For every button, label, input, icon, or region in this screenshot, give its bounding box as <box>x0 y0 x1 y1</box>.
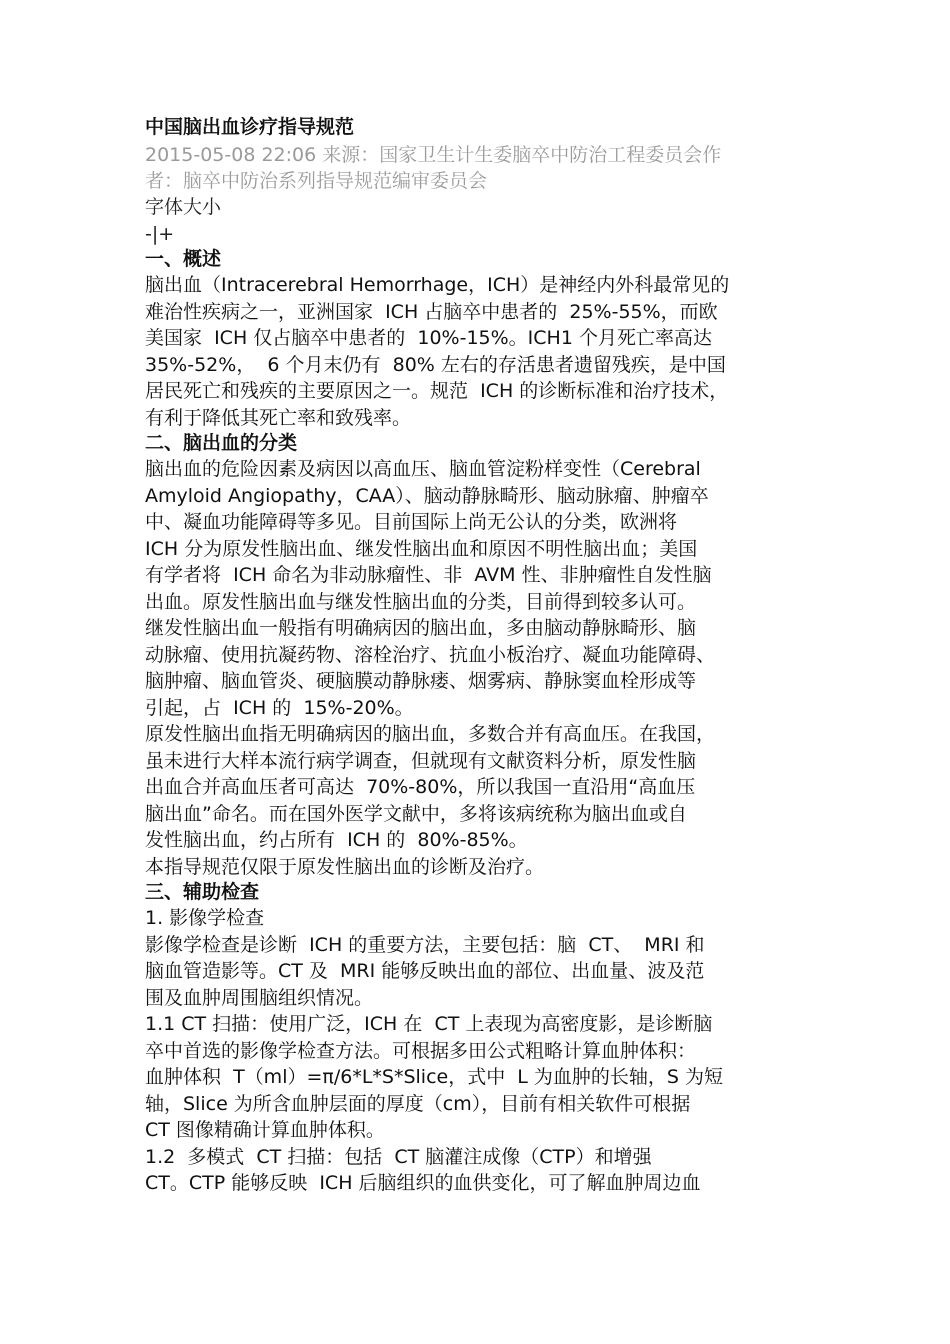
paragraph-line: 1.2 多模式 CT 扫描：包括 CT 脑灌注成像（CTP）和增强 <box>145 1145 652 1168</box>
paragraph-line: 有学者将 ICH 命名为非动脉瘤性、非 AVM 性、非肿瘤性自发性脑 <box>145 564 712 586</box>
paragraph-line: 血肿体积 T（ml）=π/6*L*S*Slice，式中 L 为血肿的长轴，S 为短 <box>145 1066 724 1088</box>
paragraph-line: 影像学检查是诊断 ICH 的重要方法，主要包括：脑 CT、 MRI 和 <box>145 933 705 956</box>
paragraph-line: 发性脑出血，约占所有 ICH 的 80%-85%。 <box>145 829 528 851</box>
paragraph-classification-4 <box>145 854 810 881</box>
paragraph-line: CT 图像精确计算血肿体积。 <box>145 1119 385 1141</box>
paragraph-line: 1.1 CT 扫描：使用广泛，ICH 在 CT 上表现为高密度影，是诊断脑 <box>145 1013 713 1035</box>
paragraph-line: Amyloid Angiopathy，CAA）、脑动静脉畸形、脑动脉瘤、肿瘤卒 <box>145 484 709 507</box>
paragraph-imaging-ct <box>145 1011 810 1144</box>
paragraph-line: 居民死亡和残疾的主要原因之一。规范 ICH 的诊断标准和治疗技术， <box>145 380 729 402</box>
article-meta-line-2: 者：脑卒中防治系列指导规范编审委员会 <box>145 170 488 192</box>
paragraph-line: 脑出血”命名。而在国外医学文献中，多将该病统称为脑出血或自 <box>145 802 687 825</box>
paragraph-line: 脑出血（Intracerebral Hemorrhage，ICH）是神经内外科最常见的 <box>145 274 730 296</box>
paragraph-line: ICH 分为原发性脑出血、继发性脑出血和原因不明性脑出血；美国 <box>145 537 698 560</box>
article-title: 中国脑出血诊疗指导规范 <box>145 116 355 138</box>
font-size-label: 字体大小 <box>145 196 222 218</box>
paragraph-line: 轴，Slice 为所含血肿层面的厚度（cm），目前有相关软件可根据 <box>145 1092 691 1115</box>
paragraph-classification-3 <box>145 721 810 854</box>
font-size-control[interactable]: -|+ <box>145 222 175 245</box>
paragraph-line: CT。CTP 能够反映 ICH 后脑组织的血供变化，可了解血肿周边血 <box>145 1172 701 1194</box>
paragraph-line: 出血。原发性脑出血与继发性脑出血的分类，目前得到较多认可。 <box>145 590 697 613</box>
paragraph-line: 出血合并高血压者可高达 70%-80%，所以我国一直沿用“高血压 <box>145 776 696 798</box>
paragraph-line: 引起，占 ICH 的 15%-20%。 <box>145 696 414 719</box>
article-meta-line-1: 2015-05-08 22:06 来源：国家卫生计生委脑卒中防治工程委员会作 <box>145 144 722 166</box>
paragraph-line: 动脉瘤、使用抗凝药物、溶栓治疗、抗血小板治疗、凝血功能障碍、 <box>145 643 716 666</box>
paragraph-overview <box>145 272 810 431</box>
paragraph-line: 有利于降低其死亡率和致残率。 <box>145 406 412 429</box>
paragraph-line: 原发性脑出血指无明确病因的脑出血，多数合并有高血压。在我国， <box>145 723 716 745</box>
document-page <box>145 112 810 1197</box>
paragraph-line: 卒中首选的影像学检查方法。可根据多田公式粗略计算血肿体积： <box>145 1039 697 1062</box>
section-heading-overview: 一、概述 <box>145 248 222 270</box>
section-heading-classification: 二、脑出血的分类 <box>145 432 298 454</box>
paragraph-line: 难治性疾病之一，亚洲国家 ICH 占脑卒中患者的 25%-55%，而欧 <box>145 300 718 323</box>
paragraph-imaging-1 <box>145 932 810 1012</box>
paragraph-line: 脑出血的危险因素及病因以高血压、脑血管淀粉样变性（Cerebral <box>145 458 701 480</box>
paragraph-line: 虽未进行大样本流行病学调查，但就现有文献资料分析，原发性脑 <box>145 749 697 772</box>
paragraph-line: 围及血肿周围脑组织情况。 <box>145 986 374 1009</box>
paragraph-line: 美国家 ICH 仅占脑卒中患者的 10%-15%。ICH1 个月死亡率高达 <box>145 327 712 349</box>
paragraph-line: 中、凝血功能障碍等多见。目前国际上尚无公认的分类，欧洲将 <box>145 511 678 533</box>
subsection-heading-imaging: 1. 影像学检查 <box>145 907 265 929</box>
paragraph-line: 继发性脑出血一般指有明确病因的脑出血，多由脑动静脉畸形、脑 <box>145 617 697 639</box>
paragraph-line: 脑肿瘤、脑血管炎、硬脑膜动静脉瘘、烟雾病、静脉窦血栓形成等 <box>145 670 697 692</box>
paragraph-imaging-multimodal-ct <box>145 1144 810 1197</box>
paragraph-line: 本指导规范仅限于原发性脑出血的诊断及治疗。 <box>145 855 545 878</box>
section-heading-auxiliary-exam: 三、辅助检查 <box>145 881 260 903</box>
paragraph-line: 脑血管造影等。CT 及 MRI 能够反映出血的部位、出血量、波及范 <box>145 960 705 982</box>
paragraph-classification-1 <box>145 456 810 615</box>
paragraph-line: 35%-52%， 6 个月末仍有 80% 左右的存活患者遗留残疾，是中国 <box>145 353 726 376</box>
paragraph-classification-2 <box>145 615 810 721</box>
